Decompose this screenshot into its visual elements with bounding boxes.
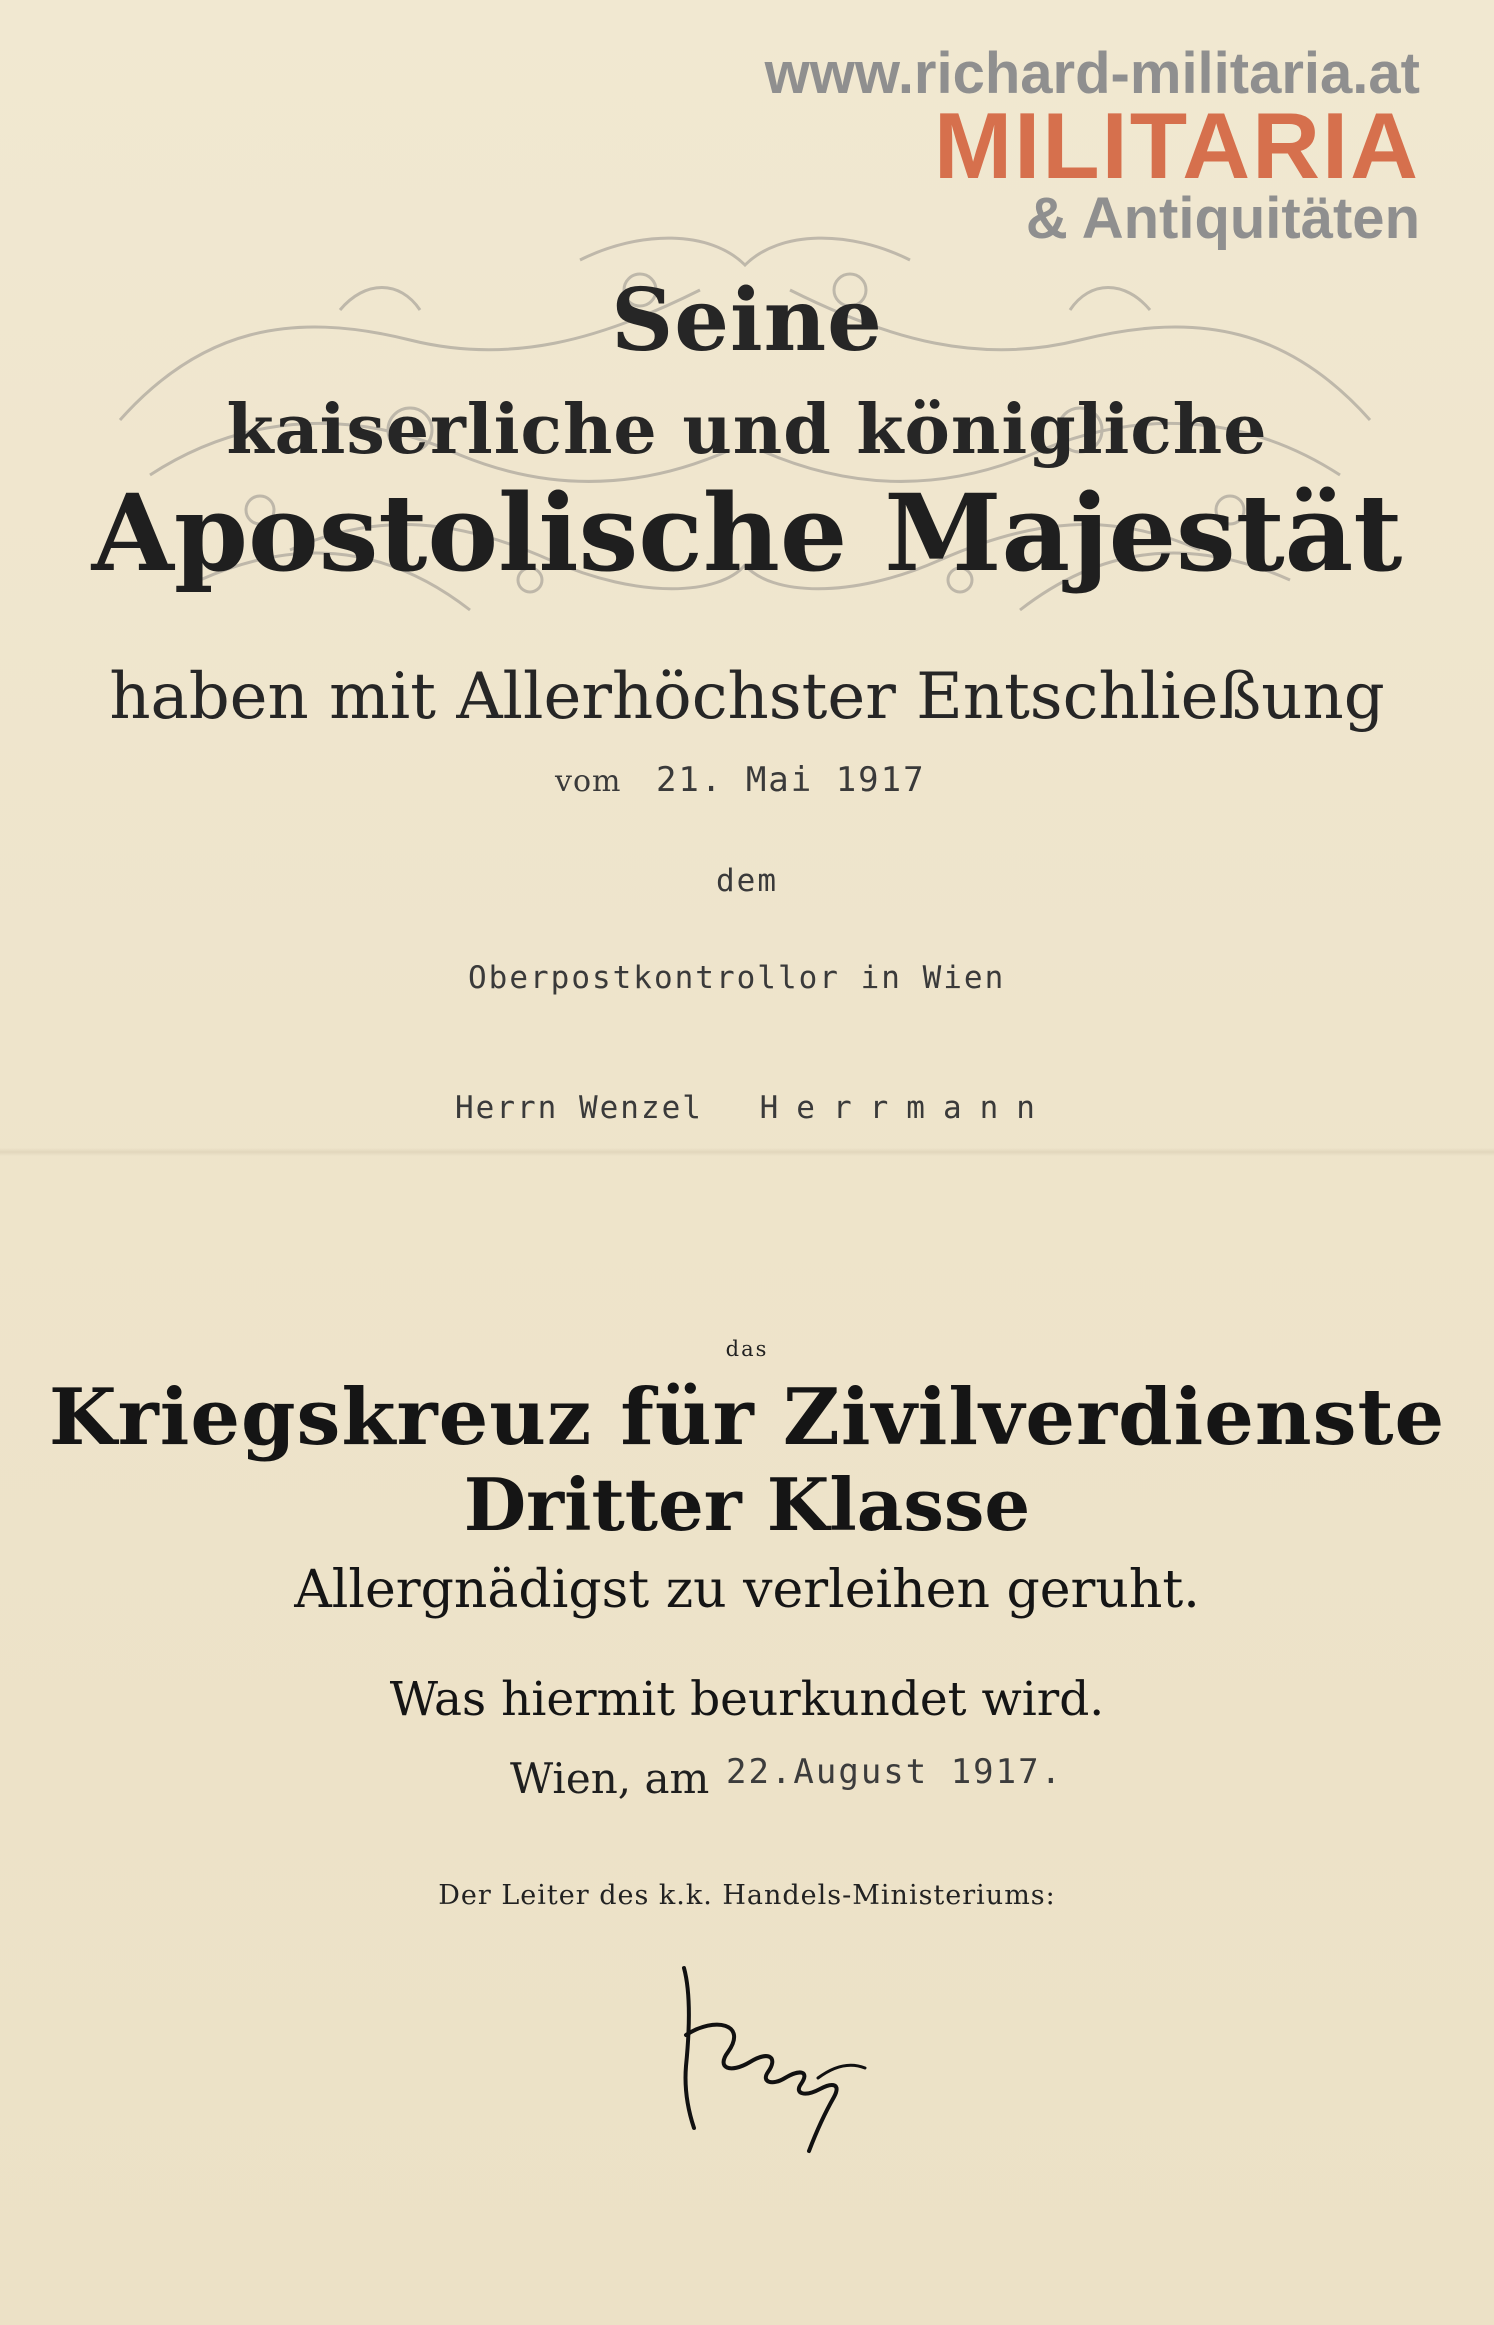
resolution-date-prefix: vom bbox=[555, 764, 622, 799]
resolution-date-line bbox=[555, 760, 926, 800]
issue-date: 22.August 1917. bbox=[726, 1752, 1064, 1792]
watermark-block bbox=[700, 41, 1420, 251]
ministry-leader-line: Der Leiter des k.k. Handels-Ministeriums: bbox=[438, 1880, 1056, 1911]
heading-imperial-royal: kaiserliche und königliche bbox=[226, 390, 1268, 470]
das-text: das bbox=[725, 1337, 769, 1361]
signature bbox=[660, 1940, 890, 2160]
award-title-line-2: Dritter Klasse bbox=[463, 1462, 1031, 1547]
resolution-date-value: 21. Mai 1917 bbox=[655, 760, 926, 800]
office-text: Oberpostkontrollor in Wien bbox=[468, 960, 1006, 996]
heading-apostolic-majesty: Apostolische Majestät bbox=[91, 470, 1403, 595]
recipient-surname: Herrmann bbox=[759, 1090, 1053, 1126]
recipient-prefix: Herrn Wenzel bbox=[455, 1090, 703, 1126]
place-prefix: Wien, am bbox=[510, 1754, 710, 1803]
watermark-subtitle: & Antiquitäten bbox=[1025, 186, 1420, 251]
heading-resolution-line: haben mit Allerhöchster Entschließung bbox=[109, 660, 1385, 734]
watermark-brand: MILITARIA bbox=[933, 93, 1420, 198]
award-title-line-1: Kriegskreuz für Zivilverdienste bbox=[48, 1372, 1446, 1463]
award-conferred-line: Allergnädigst zu verleihen geruht. bbox=[294, 1560, 1200, 1620]
heading-seine: Seine bbox=[611, 270, 883, 371]
certification-line: Was hiermit beurkundet wird. bbox=[389, 1672, 1105, 1727]
dem-text: dem bbox=[716, 863, 778, 899]
recipient-line bbox=[455, 1090, 1053, 1126]
paper-fold-line bbox=[0, 1148, 1494, 1156]
watermark-url: www.richard-militaria.at bbox=[764, 41, 1420, 106]
